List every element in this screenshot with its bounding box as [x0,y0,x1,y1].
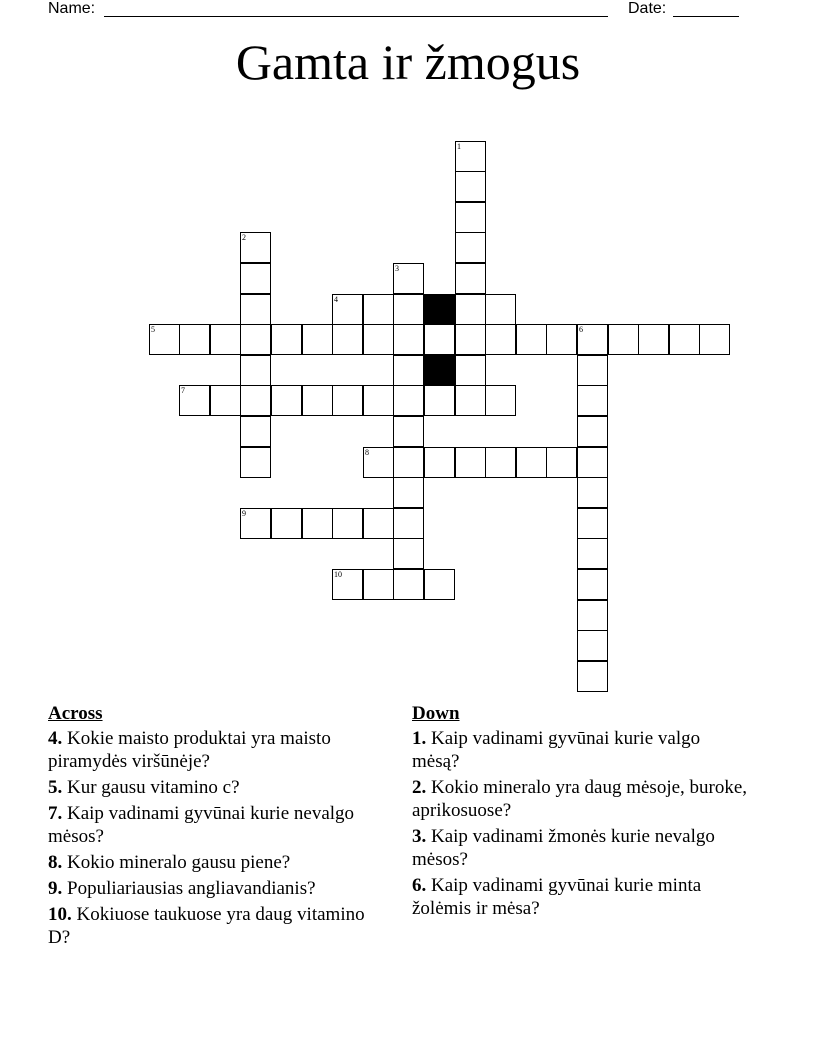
cell-number: 5 [151,325,155,334]
grid-cell[interactable] [455,232,486,263]
grid-cell[interactable] [485,294,516,325]
clue-down-2 [412,776,752,822]
clue-text: Kaip vadinami žmonės kurie nevalgo mėsos? [412,826,715,870]
clue-text: Kokio mineralo yra daug mėsoje, buroke, aprikosuose? [412,777,748,821]
clue-number: 1. [412,728,427,749]
grid-cell[interactable] [638,324,669,355]
clue-text: Populiariausias angliavandianis? [67,878,316,899]
clue-across-8 [48,851,388,874]
grid-cell[interactable] [332,324,363,355]
grid-cell[interactable] [485,385,516,416]
clue-text: Kur gausu vitamino c? [67,777,240,798]
grid-cell[interactable] [393,569,424,600]
clue-text: Kaip vadinami gyvūnai kurie minta žolėmis ir mėsa? [412,875,702,919]
grid-cell[interactable] [455,294,486,325]
grid-cell[interactable] [149,324,180,355]
grid-cell[interactable] [577,355,608,386]
clue-text: Kaip vadinami gyvūnai kurie nevalgo mėsos? [48,803,355,847]
clue-across-4 [48,727,388,773]
clue-across-5 [48,776,388,799]
grid-cell[interactable] [240,324,271,355]
grid-cell[interactable] [240,447,271,478]
black-square [424,355,455,386]
black-square [424,294,455,325]
grid-cell[interactable] [546,447,577,478]
date-label: Date: [628,0,667,17]
clue-across-9 [48,877,388,900]
clue-number: 6. [412,875,427,896]
clue-down-6 [412,874,752,920]
grid-cell[interactable] [455,355,486,386]
grid-cell[interactable] [393,477,424,508]
cell-number: 9 [242,509,246,518]
grid-cell[interactable] [363,324,394,355]
grid-cell[interactable] [302,385,333,416]
grid-cell[interactable] [332,294,363,325]
grid-cell[interactable] [393,355,424,386]
across-heading: Across [48,703,103,724]
down-heading: Down [412,703,460,724]
grid-cell[interactable] [516,324,547,355]
grid-cell[interactable] [393,385,424,416]
grid-cell[interactable] [302,324,333,355]
grid-cell[interactable] [393,538,424,569]
clue-number: 8. [48,852,63,873]
grid-cell[interactable] [393,508,424,539]
cell-number: 3 [395,264,399,273]
cell-number: 10 [334,570,342,579]
grid-cell[interactable] [455,447,486,478]
clue-text: Kokiuose taukuose yra daug vitamino D? [48,904,365,948]
clue-number: 5. [48,777,63,798]
clue-number: 2. [412,777,427,798]
clue-text: Kaip vadinami gyvūnai kurie valgo mėsą? [412,728,701,772]
grid-cell[interactable] [393,294,424,325]
clue-number: 3. [412,826,427,847]
clue-text: Kokie maisto produktai yra maisto piramydės viršūnėje? [48,728,331,772]
grid-cell[interactable] [240,263,271,294]
clue-number: 10. [48,904,72,925]
clue-number: 4. [48,728,63,749]
grid-cell[interactable] [240,508,271,539]
clue-across-7 [48,802,388,848]
page-title: Gamta ir žmogus [235,34,581,90]
grid-cell[interactable] [577,508,608,539]
grid-cell[interactable] [363,508,394,539]
grid-cell[interactable] [699,324,730,355]
grid-cell[interactable] [424,385,455,416]
grid-cell[interactable] [240,355,271,386]
grid-cell[interactable] [363,447,394,478]
cell-number: 2 [242,233,246,242]
grid-cell[interactable] [424,569,455,600]
grid-cell[interactable] [240,232,271,263]
grid-cell[interactable] [179,324,210,355]
clue-down-1 [412,727,752,773]
grid-cell[interactable] [332,569,363,600]
grid-cell[interactable] [577,477,608,508]
clue-number: 7. [48,803,63,824]
grid-cell[interactable] [393,416,424,447]
grid-cell[interactable] [577,385,608,416]
name-label: Name: [48,0,96,17]
cell-number: 8 [365,448,369,457]
grid-cell[interactable] [393,447,424,478]
grid-cell[interactable] [363,569,394,600]
grid-cell[interactable] [302,508,333,539]
grid-cell[interactable] [271,385,302,416]
grid-cell[interactable] [240,294,271,325]
grid-cell[interactable] [577,447,608,478]
grid-cell[interactable] [546,324,577,355]
grid-cell[interactable] [240,385,271,416]
grid-cell[interactable] [577,630,608,661]
grid-cell[interactable] [455,202,486,233]
grid-cell[interactable] [669,324,700,355]
grid-cell[interactable] [455,171,486,202]
grid-cell[interactable] [577,600,608,631]
grid-cell[interactable] [271,324,302,355]
grid-cell[interactable] [179,385,210,416]
grid-cell[interactable] [608,324,639,355]
grid-cell[interactable] [332,508,363,539]
down-clues [412,702,752,923]
clue-number: 9. [48,878,63,899]
grid-cell[interactable] [424,324,455,355]
clue-across-10 [48,903,388,949]
grid-cell[interactable] [577,538,608,569]
grid-cell[interactable] [393,324,424,355]
grid-cell[interactable] [455,324,486,355]
grid-cell[interactable] [455,263,486,294]
grid-cell[interactable] [210,324,241,355]
across-clues [48,702,388,952]
grid-cell[interactable] [577,416,608,447]
grid-cell[interactable] [485,324,516,355]
cell-number: 1 [457,142,461,151]
grid-cell[interactable] [455,385,486,416]
grid-cell[interactable] [424,447,455,478]
grid-cell[interactable] [332,385,363,416]
grid-cell[interactable] [516,447,547,478]
grid-cell[interactable] [393,263,424,294]
grid-cell[interactable] [485,447,516,478]
grid-cell[interactable] [363,294,394,325]
grid-cell[interactable] [210,385,241,416]
clue-text: Kokio mineralo gausu piene? [67,852,291,873]
clue-down-3 [412,825,752,871]
cell-number: 4 [334,295,338,304]
grid-cell[interactable] [240,416,271,447]
grid-cell[interactable] [577,661,608,692]
grid-cell[interactable] [577,324,608,355]
grid-cell[interactable] [271,508,302,539]
cell-number: 6 [579,325,583,334]
grid-cell[interactable] [363,385,394,416]
cell-number: 7 [181,386,185,395]
grid-cell[interactable] [577,569,608,600]
grid-cell[interactable] [455,141,486,172]
